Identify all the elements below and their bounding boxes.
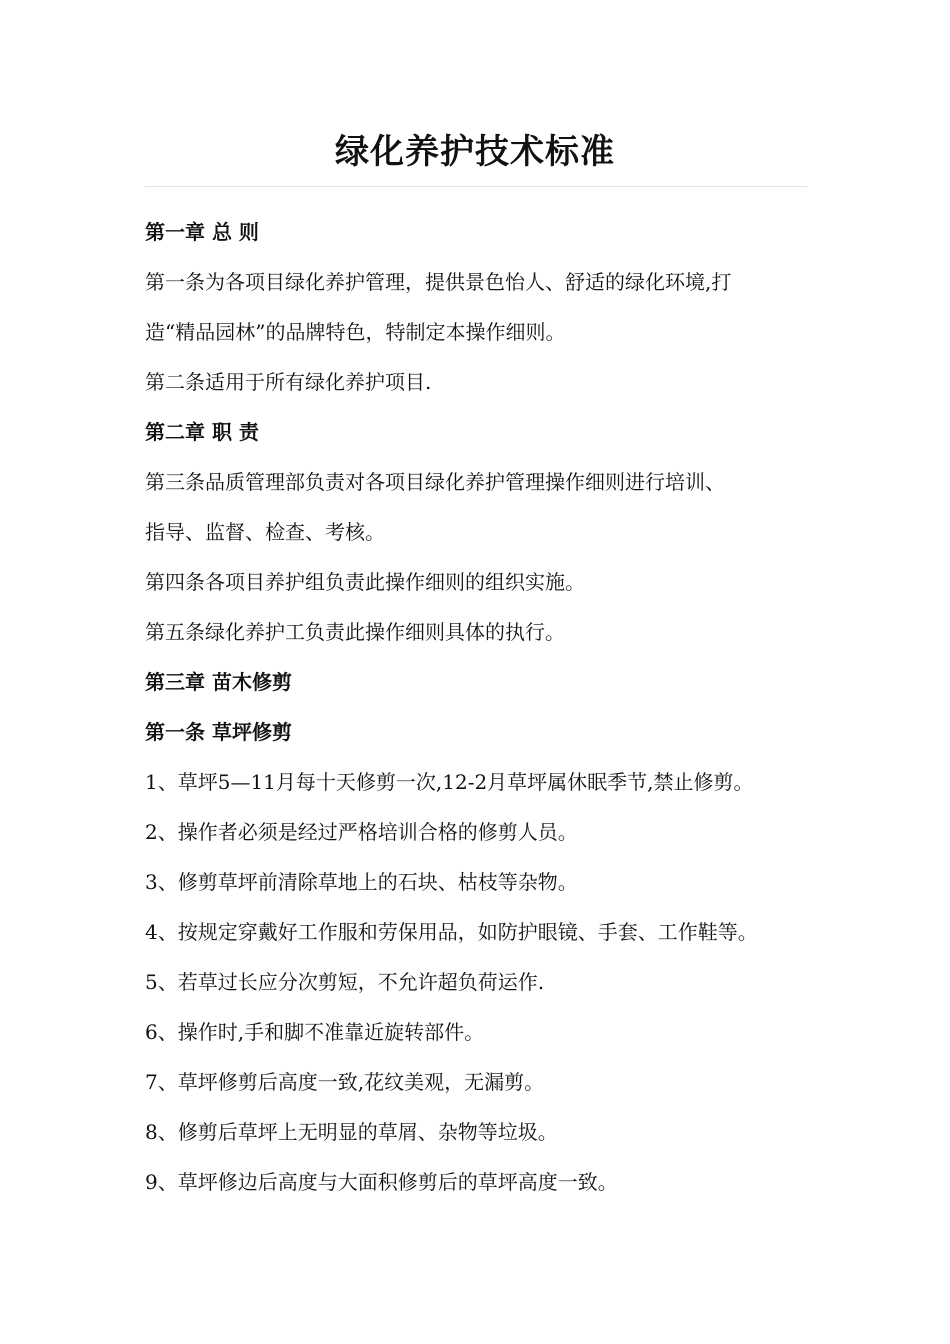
paragraph-line: 指导、监督、检查、考核。 [145, 520, 385, 544]
paragraph-line: 第三条品质管理部负责对各项目绿化养护管理操作细则进行培训、 [145, 470, 725, 494]
paragraph-line: 1、草坪5—11月每十天修剪一次,12-2月草坪属休眠季节,禁止修剪。 [145, 770, 754, 794]
paragraph-line: 9、草坪修边后高度与大面积修剪后的草坪高度一致。 [145, 1170, 618, 1194]
paragraph-line: 5、若草过长应分次剪短，不允许超负荷运作. [145, 970, 545, 994]
paragraph-line: 第四条各项目养护组负责此操作细则的组织实施。 [145, 570, 585, 594]
paragraph-line: 6、操作时,手和脚不准靠近旋转部件。 [145, 1020, 485, 1044]
section-heading: 第三章 苗木修剪 [145, 670, 292, 694]
title-divider [145, 186, 807, 187]
paragraph-line: 3、修剪草坪前清除草地上的石块、枯枝等杂物。 [145, 870, 578, 894]
paragraph-line: 造“精品园林”的品牌特色，特制定本操作细则。 [145, 320, 566, 344]
document-title: 绿化养护技术标准 [335, 132, 615, 172]
paragraph-line: 4、按规定穿戴好工作服和劳保用品，如防护眼镜、手套、工作鞋等。 [145, 920, 758, 944]
paragraph-line: 7、草坪修剪后高度一致,花纹美观，无漏剪。 [145, 1070, 545, 1094]
section-heading: 第一章 总 则 [145, 220, 259, 244]
section-heading: 第二章 职 责 [145, 420, 259, 444]
paragraph-line: 第二条适用于所有绿化养护项目. [145, 370, 432, 394]
paragraph-line: 第五条绿化养护工负责此操作细则具体的执行。 [145, 620, 565, 644]
section-heading: 第一条 草坪修剪 [145, 720, 292, 744]
paragraph-line: 第一条为各项目绿化养护管理，提供景色怡人、舒适的绿化环境,打 [145, 270, 732, 294]
document-body [145, 207, 845, 1207]
paragraph-line: 8、修剪后草坪上无明显的草屑、杂物等垃圾。 [145, 1120, 558, 1144]
paragraph-line: 2、操作者必须是经过严格培训合格的修剪人员。 [145, 820, 578, 844]
